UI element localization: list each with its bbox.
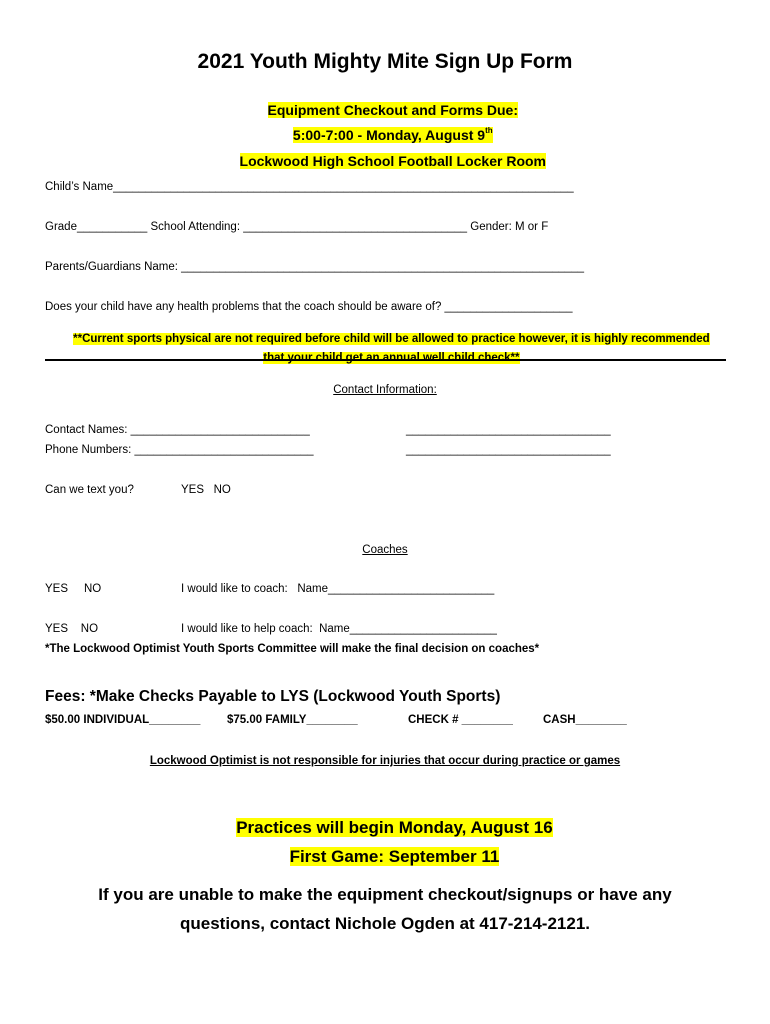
closing-line-2: questions, contact Nichole Ogden at 417-214-2121. (179, 914, 591, 933)
text-yes-no-options[interactable]: YES NO (181, 484, 231, 496)
fee-check-number[interactable]: CHECK # ________ (408, 714, 513, 726)
fee-cash[interactable]: CASH________ (543, 714, 627, 726)
fee-individual[interactable]: $50.00 INDIVIDUAL________ (45, 714, 201, 726)
coaches-decision-note: *The Lockwood Optimist Youth Sports Committee will make the final decision on coaches* (45, 643, 540, 655)
help-coach-yes-no-options[interactable]: YES NO (45, 623, 99, 635)
phone-numbers-field-2[interactable]: ________________________________ (406, 444, 611, 456)
health-problems-field[interactable]: Does your child have any health problems that the coach should be aware of? ____________________ (45, 301, 573, 313)
first-game: First Game: September 11 (289, 847, 500, 866)
due-location: Lockwood High School Football Locker Room (239, 153, 546, 169)
grade-school-gender-field[interactable]: Grade___________ School Attending: ___________________________________ Gender: M or F (45, 221, 549, 233)
coach-name-field[interactable]: I would like to coach: Name__________________________ (181, 583, 495, 595)
due-time: 5:00-7:00 - Monday, August 9th (292, 126, 493, 143)
text-question: Can we text you? (45, 484, 134, 496)
contact-names-field[interactable]: Contact Names: ____________________________ (45, 424, 310, 436)
physical-note-line-2: that your child get an annual well child check** (263, 352, 520, 364)
coach-yes-no-options[interactable]: YES NO (45, 583, 102, 595)
injury-disclaimer: Lockwood Optimist is not responsible for injuries that occur during practice or games (149, 755, 621, 767)
parents-name-field[interactable]: Parents/Guardians Name: _______________________________________________________________ (45, 261, 585, 273)
physical-note-line-1: **Current sports physical are not required before child will be allowed to practice however, it is highly recommended (73, 333, 710, 345)
practices-start: Practices will begin Monday, August 16 (236, 818, 553, 837)
contact-heading: Contact Information: (333, 384, 437, 396)
help-coach-name-field[interactable]: I would like to help coach: Name_______________________ (181, 623, 497, 635)
fee-family[interactable]: $75.00 FAMILY________ (227, 714, 358, 726)
fees-heading: Fees: *Make Checks Payable to LYS (Lockwood Youth Sports) (45, 688, 501, 705)
child-name-field[interactable]: Child’s Name________________________________________________________________________ (45, 181, 574, 193)
form-title: 2021 Youth Mighty Mite Sign Up Form (197, 50, 573, 73)
contact-names-field-2[interactable]: ________________________________ (406, 424, 611, 436)
closing-line-1: If you are unable to make the equipment checkout/signups or have any (98, 885, 672, 904)
coaches-heading: Coaches (362, 544, 408, 556)
section-divider (45, 359, 726, 361)
phone-numbers-field[interactable]: Phone Numbers: ____________________________ (45, 444, 314, 456)
due-heading: Equipment Checkout and Forms Due: (267, 102, 519, 118)
